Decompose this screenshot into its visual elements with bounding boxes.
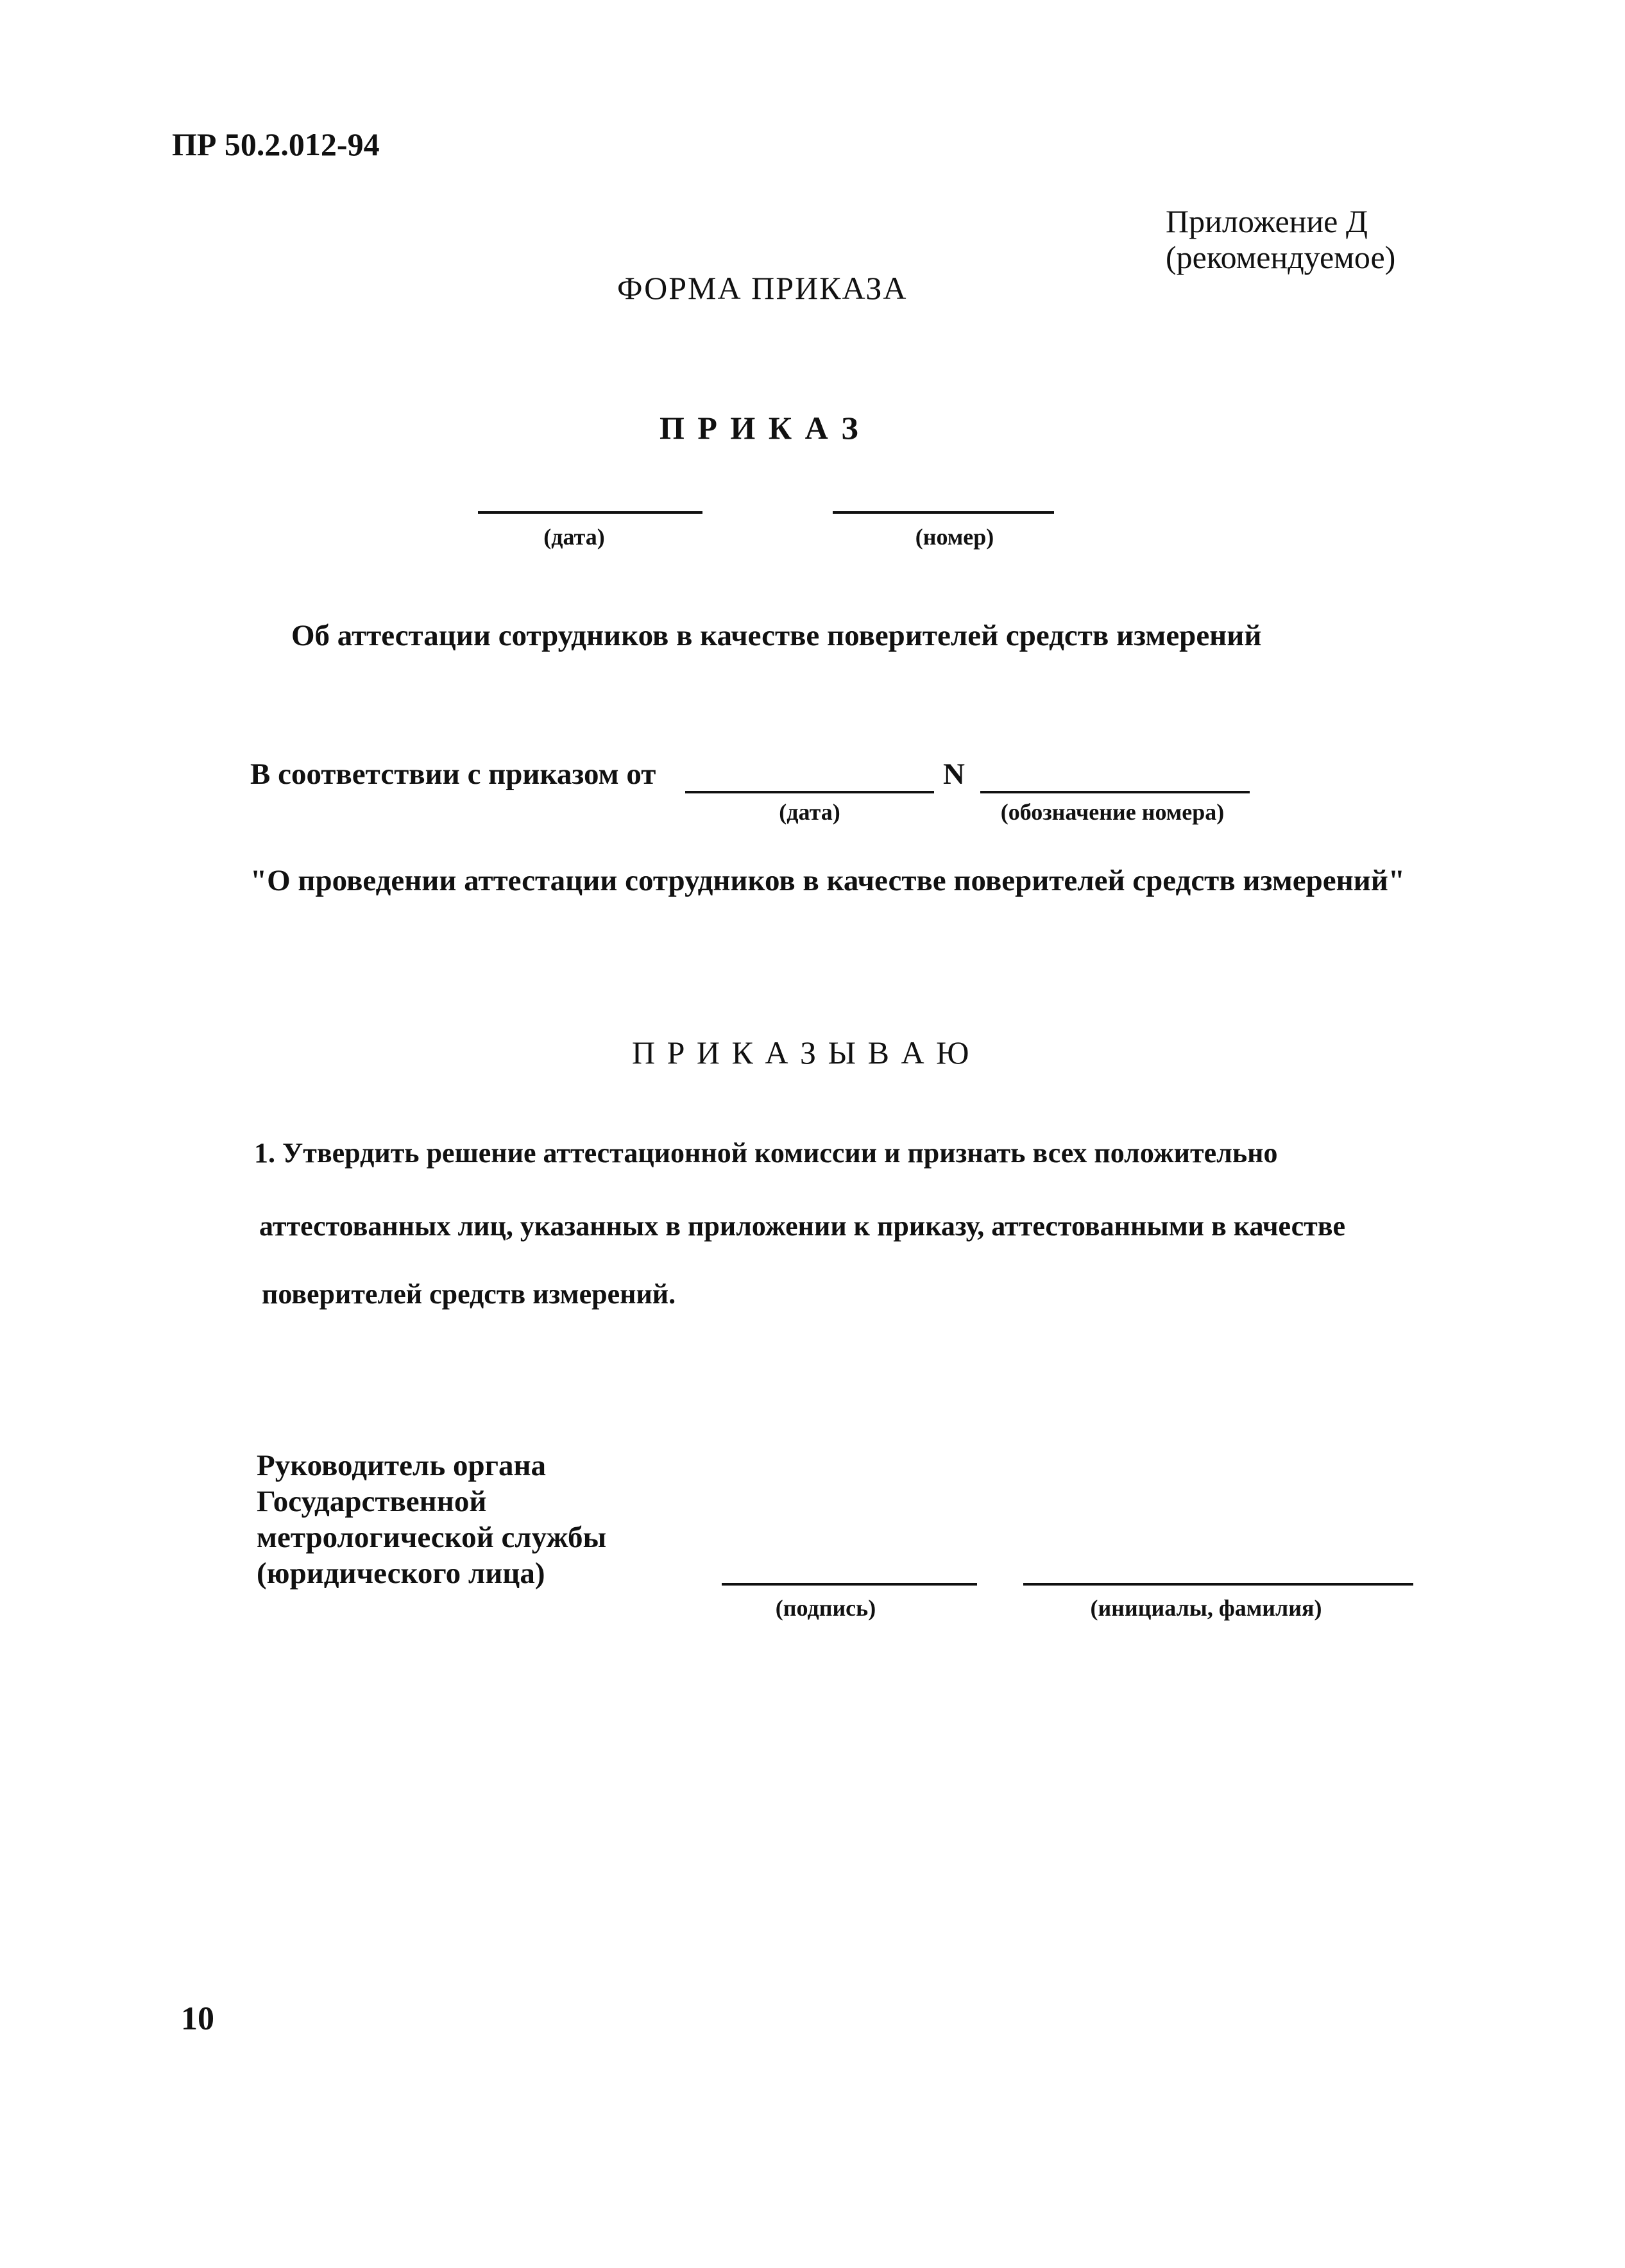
basis-date-caption: (дата) [779, 799, 840, 825]
order-date-caption: (дата) [543, 524, 605, 550]
signatory-position-line-4: (юридического лица) [257, 1557, 545, 1590]
signature-line [722, 1583, 977, 1586]
basis-quote: "О проведении аттестации сотрудников в качестве поверителей средств измерений" [250, 864, 1405, 897]
basis-date-line [685, 791, 934, 793]
order-number-line [833, 511, 1054, 514]
decree-word: П Р И К А З Ы В А Ю [632, 1035, 971, 1071]
full-name-line [1023, 1583, 1413, 1586]
signatory-position-line-3: метрологической службы [257, 1521, 607, 1554]
page-number: 10 [181, 2001, 214, 2037]
basis-number-sign: N [943, 757, 965, 791]
order-date-line [478, 511, 702, 514]
form-title: ФОРМА ПРИКАЗА [617, 270, 908, 306]
order-number-caption: (номер) [915, 524, 994, 550]
full-name-caption: (инициалы, фамилия) [1090, 1595, 1322, 1621]
basis-prefix: В соответствии с приказом от [250, 757, 656, 791]
basis-number-caption: (обозначение номера) [1000, 799, 1225, 825]
appendix-title: Приложение Д [1166, 203, 1368, 239]
signatory-position-line-2: Государственной [257, 1485, 487, 1518]
appendix-note: (рекомендуемое) [1166, 239, 1396, 275]
item-1-line-2: аттестованных лиц, указанных в приложении к приказу, аттестованными в качестве [259, 1210, 1346, 1242]
item-1-line-1: 1. Утвердить решение аттестационной комиссии и признать всех положительно [254, 1137, 1278, 1169]
order-subject: Об аттестации сотрудников в качестве поверителей средств измерений [291, 619, 1262, 652]
basis-number-line [980, 791, 1250, 793]
signatory-position-line-1: Руководитель органа [257, 1449, 547, 1482]
document-code: ПР 50.2.012-94 [172, 126, 380, 162]
signature-caption: (подпись) [775, 1595, 876, 1621]
item-1-line-3: поверителей средств измерений. [262, 1278, 676, 1310]
order-title: П Р И К А З [659, 410, 861, 446]
